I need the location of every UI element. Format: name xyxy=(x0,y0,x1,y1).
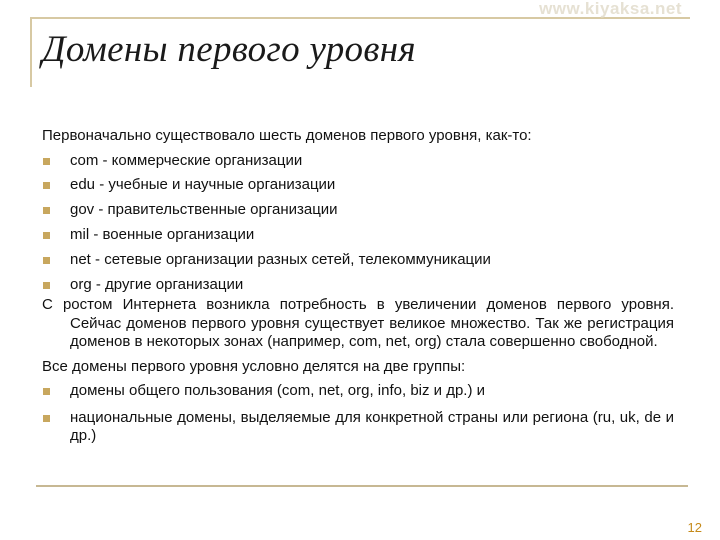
list-item xyxy=(42,176,674,195)
domain-code: com xyxy=(70,151,99,169)
domain-list xyxy=(42,152,674,295)
growth-paragraph: С ростом Интернета возникла потребность в увеличении доменов первого уровня. Сейчас доменов первого уровня существует великое множество. Так же регистрация доменов в некоторых зонах (например, com, net, org) стала совершенно свободной. xyxy=(42,296,674,351)
domain-code: gov xyxy=(70,201,95,219)
domain-description: - учебные и научные организации xyxy=(95,176,336,194)
slide-content xyxy=(42,127,674,452)
square-bullet-icon xyxy=(43,415,50,422)
list-item xyxy=(42,382,674,401)
square-bullet-icon xyxy=(43,158,50,165)
watermark: www.kiyaksa.net xyxy=(539,0,682,18)
square-bullet-icon xyxy=(43,388,50,395)
domain-description: - сетевые организации разных сетей, телекоммуникации xyxy=(90,251,491,269)
domain-description: - коммерческие организации xyxy=(98,151,303,169)
footer-rule xyxy=(36,485,688,487)
square-bullet-icon xyxy=(43,282,50,289)
intro-text: Первоначально существовало шесть доменов первого уровня, как-то: xyxy=(42,127,532,144)
domain-code: mil xyxy=(70,226,90,244)
square-bullet-icon xyxy=(43,232,50,239)
list-item xyxy=(42,409,674,446)
group-text: национальные домены, выделяемые для конкретной страны или региона (ru, uk, de и др.) xyxy=(70,408,674,445)
list-item xyxy=(42,276,674,295)
list-item xyxy=(42,226,674,245)
square-bullet-icon xyxy=(43,257,50,264)
domain-code: edu xyxy=(70,176,96,194)
square-bullet-icon xyxy=(43,182,50,189)
domain-code: net xyxy=(70,251,91,269)
domain-description: - правительственные организации xyxy=(94,201,338,219)
frame-left-border xyxy=(30,17,32,87)
groups-intro: Все домены первого уровня условно делятся на две группы: xyxy=(42,357,466,375)
group-list xyxy=(42,382,674,446)
list-item xyxy=(42,251,674,270)
list-item xyxy=(42,152,674,171)
list-item xyxy=(42,201,674,220)
page-title: Домены первого уровня xyxy=(42,29,416,70)
square-bullet-icon xyxy=(43,207,50,214)
page-number: 12 xyxy=(687,520,702,535)
group-text: домены общего пользования (com, net, org, info, biz и др.) и xyxy=(70,382,486,400)
domain-description: - другие организации xyxy=(91,275,244,293)
domain-description: - военные организации xyxy=(89,226,255,244)
domain-code: org xyxy=(70,275,92,293)
